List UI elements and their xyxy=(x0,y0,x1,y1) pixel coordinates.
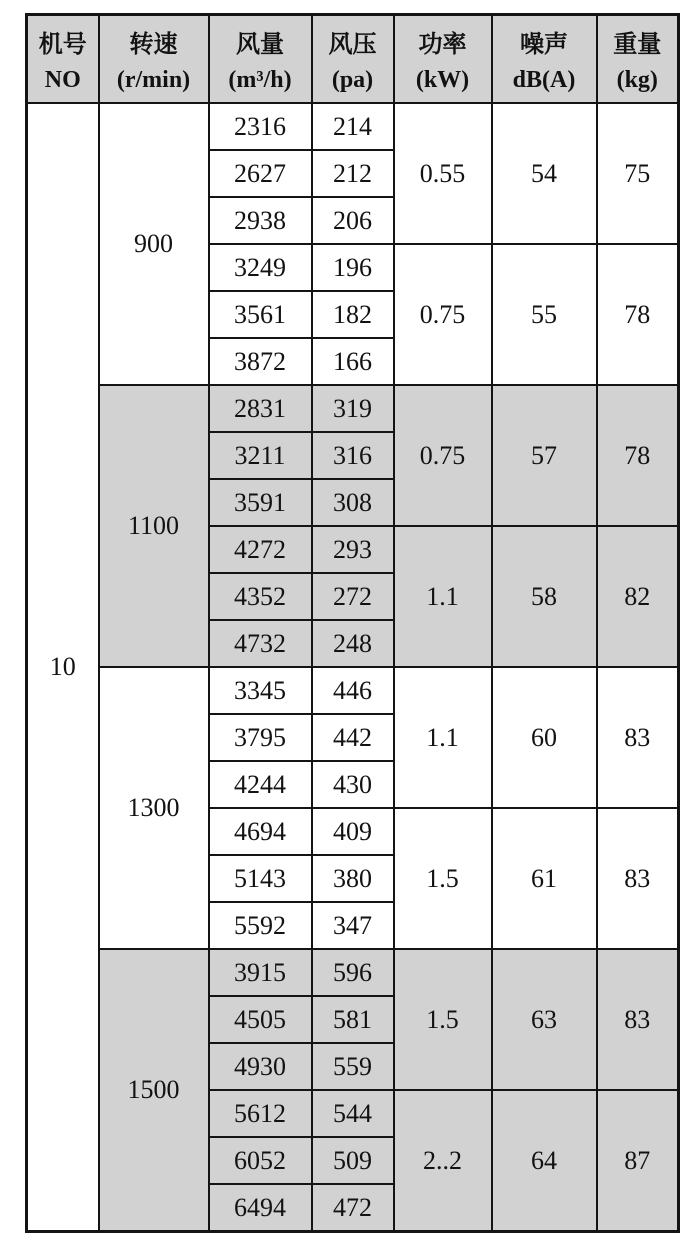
table-body xyxy=(27,103,679,1232)
header-speed-unit: (r/min) xyxy=(116,67,191,93)
air-volume-cell: 2938 xyxy=(209,197,312,244)
speed-cell: 900 xyxy=(99,103,209,385)
air-pressure-cell: 272 xyxy=(312,573,394,620)
header-noise-unit: dB(A) xyxy=(512,67,576,93)
air-pressure-cell: 206 xyxy=(312,197,394,244)
air-pressure-cell: 581 xyxy=(312,996,394,1043)
air-pressure-cell: 472 xyxy=(312,1184,394,1232)
noise-cell: 58 xyxy=(492,526,597,667)
air-volume-cell: 5592 xyxy=(209,902,312,949)
noise-cell: 55 xyxy=(492,244,597,385)
noise-cell: 54 xyxy=(492,103,597,244)
air-volume-cell: 4352 xyxy=(209,573,312,620)
header-power-unit: (kW) xyxy=(415,67,470,93)
air-pressure-cell: 308 xyxy=(312,479,394,526)
air-pressure-cell: 214 xyxy=(312,103,394,150)
header-air-volume-unit: (m³/h) xyxy=(228,67,292,93)
air-volume-cell: 3872 xyxy=(209,338,312,385)
weight-cell: 87 xyxy=(597,1090,679,1232)
air-pressure-cell: 409 xyxy=(312,808,394,855)
table-header xyxy=(27,15,679,104)
header-power-cn: 功率 xyxy=(418,32,467,58)
air-pressure-cell: 442 xyxy=(312,714,394,761)
air-pressure-cell: 182 xyxy=(312,291,394,338)
air-pressure-cell: 509 xyxy=(312,1137,394,1184)
header-air-pressure-unit: (pa) xyxy=(331,67,374,93)
table-row xyxy=(27,385,679,432)
noise-cell: 57 xyxy=(492,385,597,526)
header-noise-cn: 噪声 xyxy=(520,32,568,58)
air-pressure-cell: 196 xyxy=(312,244,394,291)
weight-cell: 82 xyxy=(597,526,679,667)
air-pressure-cell: 212 xyxy=(312,150,394,197)
machine-no-cell: 10 xyxy=(27,103,99,1232)
weight-cell: 83 xyxy=(597,949,679,1090)
noise-cell: 60 xyxy=(492,667,597,808)
air-volume-cell: 3795 xyxy=(209,714,312,761)
air-volume-cell: 3915 xyxy=(209,949,312,996)
air-volume-cell: 4694 xyxy=(209,808,312,855)
air-pressure-cell: 248 xyxy=(312,620,394,667)
header-air-volume-cn: 风量 xyxy=(236,32,284,58)
air-volume-cell: 4244 xyxy=(209,761,312,808)
weight-cell: 83 xyxy=(597,667,679,808)
power-cell: 0.75 xyxy=(394,244,492,385)
header-air-pressure xyxy=(312,15,394,104)
header-machine-no-unit: NO xyxy=(44,67,81,93)
air-volume-cell: 3211 xyxy=(209,432,312,479)
air-volume-cell: 3561 xyxy=(209,291,312,338)
header-weight-unit: (kg) xyxy=(616,67,658,93)
air-volume-cell: 5612 xyxy=(209,1090,312,1137)
power-cell: 2..2 xyxy=(394,1090,492,1232)
weight-cell: 75 xyxy=(597,103,679,244)
air-volume-cell: 4930 xyxy=(209,1043,312,1090)
weight-cell: 83 xyxy=(597,808,679,949)
air-pressure-cell: 347 xyxy=(312,902,394,949)
air-pressure-cell: 430 xyxy=(312,761,394,808)
table-row xyxy=(27,949,679,996)
header-speed-cn: 转速 xyxy=(129,32,178,58)
header-power xyxy=(394,15,492,104)
air-volume-cell: 3591 xyxy=(209,479,312,526)
air-volume-cell: 6494 xyxy=(209,1184,312,1232)
air-volume-cell: 2831 xyxy=(209,385,312,432)
header-speed xyxy=(99,15,209,104)
air-pressure-cell: 380 xyxy=(312,855,394,902)
air-volume-cell: 6052 xyxy=(209,1137,312,1184)
table-row xyxy=(27,667,679,714)
power-cell: 0.75 xyxy=(394,385,492,526)
air-pressure-cell: 559 xyxy=(312,1043,394,1090)
air-pressure-cell: 446 xyxy=(312,667,394,714)
speed-cell: 1300 xyxy=(99,667,209,949)
noise-cell: 61 xyxy=(492,808,597,949)
air-pressure-cell: 316 xyxy=(312,432,394,479)
power-cell: 1.5 xyxy=(394,808,492,949)
noise-cell: 64 xyxy=(492,1090,597,1232)
air-volume-cell: 2316 xyxy=(209,103,312,150)
header-air-pressure-cn: 风压 xyxy=(328,32,377,58)
weight-cell: 78 xyxy=(597,385,679,526)
header-air-volume xyxy=(209,15,312,104)
power-cell: 0.55 xyxy=(394,103,492,244)
air-pressure-cell: 319 xyxy=(312,385,394,432)
speed-cell: 1500 xyxy=(99,949,209,1232)
air-volume-cell: 3345 xyxy=(209,667,312,714)
air-pressure-cell: 293 xyxy=(312,526,394,573)
table-row xyxy=(27,103,679,150)
power-cell: 1.5 xyxy=(394,949,492,1090)
air-volume-cell: 4272 xyxy=(209,526,312,573)
air-volume-cell: 4505 xyxy=(209,996,312,1043)
air-pressure-cell: 544 xyxy=(312,1090,394,1137)
header-machine-no xyxy=(27,15,99,104)
speed-cell: 1100 xyxy=(99,385,209,667)
air-volume-cell: 5143 xyxy=(209,855,312,902)
air-pressure-cell: 166 xyxy=(312,338,394,385)
header-machine-no-cn: 机号 xyxy=(38,32,87,58)
power-cell: 1.1 xyxy=(394,526,492,667)
header-weight xyxy=(597,15,679,104)
air-pressure-cell: 596 xyxy=(312,949,394,996)
fan-performance-table xyxy=(25,13,680,1233)
air-volume-cell: 4732 xyxy=(209,620,312,667)
header-weight-cn: 重量 xyxy=(613,32,662,58)
noise-cell: 63 xyxy=(492,949,597,1090)
header-row xyxy=(27,15,679,104)
air-volume-cell: 2627 xyxy=(209,150,312,197)
air-volume-cell: 3249 xyxy=(209,244,312,291)
power-cell: 1.1 xyxy=(394,667,492,808)
weight-cell: 78 xyxy=(597,244,679,385)
header-noise xyxy=(492,15,597,104)
